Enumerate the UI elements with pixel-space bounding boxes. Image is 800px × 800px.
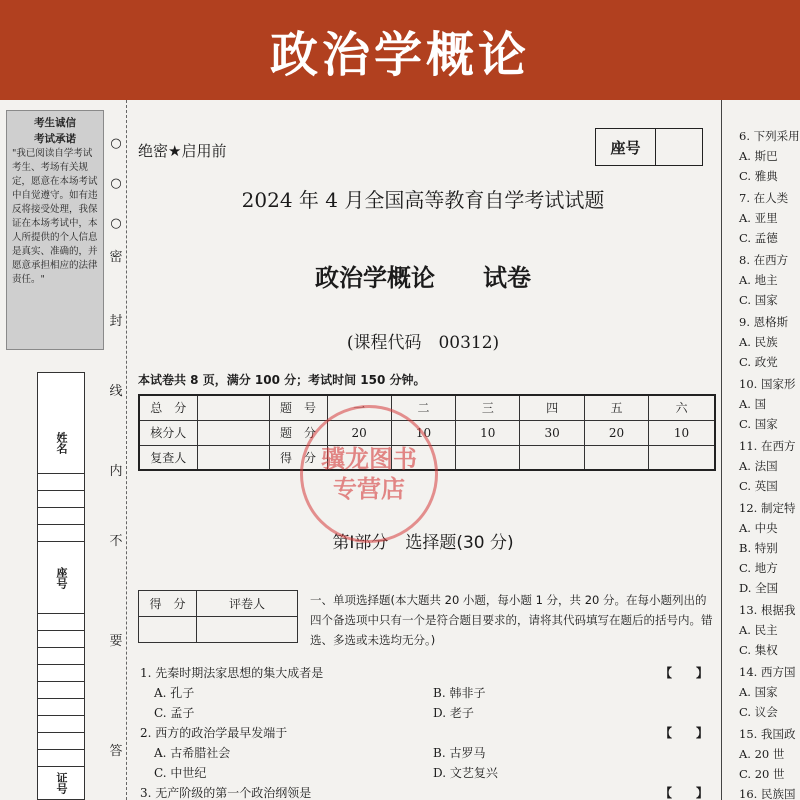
table-cell: 总 分 xyxy=(139,395,197,420)
right-line: A. 民族 xyxy=(739,335,778,349)
right-line: 8. 在西方 xyxy=(739,253,789,267)
table-row xyxy=(139,395,715,420)
right-line: C. 国家 xyxy=(739,293,778,307)
right-line: A. 国 xyxy=(739,397,767,411)
seat-cells xyxy=(38,613,84,767)
right-line: C. 英国 xyxy=(739,479,778,493)
right-line: C. 孟德 xyxy=(739,231,778,245)
option: D. 老子 xyxy=(433,706,474,720)
pledge-text: "我已阅读自学考试考生、考场有关规定，愿意在本场考试中自觉遵守。如有违反将接受处理，我保证在本场考试中，本人所提供的个人信息是真实、准确的，并愿意承担相应的法律责任。" xyxy=(12,148,98,285)
seal-char: 密 xyxy=(109,250,123,265)
binding-margin xyxy=(0,100,105,800)
table-cell xyxy=(584,445,648,470)
course-code: (课程代码 00312) xyxy=(346,333,500,353)
table-cell: 二 xyxy=(391,395,455,420)
seal-char: 答 xyxy=(109,744,123,759)
pledge-heading-2: 考试承诺 xyxy=(34,133,76,145)
right-line: 16. 民族国 xyxy=(739,787,796,800)
table-cell: 复查人 xyxy=(139,445,197,470)
table-cell: 三 xyxy=(456,395,520,420)
confidential-mark: 绝密★启用前 xyxy=(138,142,227,160)
option: A. 古希腊社会 xyxy=(154,746,231,760)
table-cell: 10 xyxy=(391,420,455,445)
answer-bracket: 【 】 xyxy=(660,786,709,800)
seat-number-box xyxy=(595,128,703,166)
seal-char: 不 xyxy=(109,534,123,549)
question-stem: 2. 西方的政治学最早发端于 xyxy=(140,726,288,740)
right-line: C. 地方 xyxy=(739,561,778,575)
table-cell: 10 xyxy=(649,420,715,445)
circle-icon: ○ xyxy=(110,216,122,231)
part-heading: 第Ⅰ部分 选择题(30 分) xyxy=(332,533,514,553)
seal-char: 要 xyxy=(109,634,123,649)
table-cell: 一 xyxy=(327,395,391,420)
right-line: A. 地主 xyxy=(739,273,778,287)
table-cell: 10 xyxy=(456,420,520,445)
exam-info: 本试卷共 8 页，满分 100 分；考试时间 150 分钟。 xyxy=(138,373,426,387)
banner-title: 政治学概论 xyxy=(269,26,530,83)
seal-char: 线 xyxy=(109,384,123,399)
right-line: A. 斯巴 xyxy=(739,149,778,163)
right-line: A. 法国 xyxy=(739,459,778,473)
table-row xyxy=(139,591,298,617)
option: C. 中世纪 xyxy=(154,766,207,780)
right-line: 13. 根据我 xyxy=(739,603,796,617)
option: B. 韩非子 xyxy=(433,686,486,700)
right-line: 15. 我国政 xyxy=(739,727,796,741)
grader-table xyxy=(138,590,298,643)
right-line: C. 议会 xyxy=(739,705,778,719)
option: D. 文艺复兴 xyxy=(433,766,498,780)
right-line: A. 亚里 xyxy=(739,211,778,225)
answer-bracket: 【 】 xyxy=(660,726,709,740)
table-cell: 30 xyxy=(520,420,584,445)
right-line: 12. 制定特 xyxy=(739,501,796,515)
table-cell: 题 分 xyxy=(269,420,327,445)
right-line: 9. 恩格斯 xyxy=(739,315,789,329)
right-line: 10. 国家形 xyxy=(739,377,796,391)
table-cell: 20 xyxy=(584,420,648,445)
option: B. 古罗马 xyxy=(433,746,486,760)
right-line: C. 集权 xyxy=(739,643,778,657)
column-divider xyxy=(721,100,722,800)
seat-label: 座号 xyxy=(55,567,68,589)
seal-dashed-line xyxy=(126,100,127,800)
subject-title: 政治学概论 试卷 xyxy=(315,264,531,292)
reviewer-label: 评卷人 xyxy=(197,591,298,617)
section-instructions: 一、单项选择题(本大题共 20 小题，每小题 1 分，共 20 分。在每小题列出的四个备选项中只有一个是符合题目要求的，请将其代码填写在题后的括号内。错选、多选或未选均无分。) xyxy=(310,593,713,647)
name-cells xyxy=(38,473,84,542)
cert-label: 证号 xyxy=(55,772,68,794)
question-stem: 3. 无产阶级的第一个政治纲领是 xyxy=(140,786,312,800)
table-cell: 五 xyxy=(584,395,648,420)
right-line: A. 国家 xyxy=(739,685,778,699)
seal-char: 封 xyxy=(109,314,123,329)
honesty-pledge-box xyxy=(6,110,104,350)
stamp-line-2: 专营店 xyxy=(333,475,405,503)
right-line: C. 20 世 xyxy=(739,767,785,781)
stamp-line-1: 骥龙图书 xyxy=(321,445,417,473)
table-cell xyxy=(649,445,715,470)
table-cell: 20 xyxy=(327,420,391,445)
right-line: C. 国家 xyxy=(739,417,778,431)
right-line: B. 特别 xyxy=(739,541,778,555)
table-cell xyxy=(520,445,584,470)
right-line: D. 全国 xyxy=(739,581,779,595)
table-cell xyxy=(139,617,197,643)
seat-number-label: 座号 xyxy=(596,129,656,165)
title-banner xyxy=(0,0,800,100)
question-stem: 1. 先秦时期法家思想的集大成者是 xyxy=(140,666,324,680)
circle-icon: ○ xyxy=(110,136,122,151)
next-page-column xyxy=(725,100,800,800)
right-line: 11. 在西方 xyxy=(739,439,796,453)
seal-char: 内 xyxy=(109,464,123,479)
table-cell xyxy=(197,420,269,445)
table-cell xyxy=(197,617,298,643)
answer-bracket: 【 】 xyxy=(660,666,709,680)
table-cell: 核分人 xyxy=(139,420,197,445)
shop-stamp xyxy=(300,405,438,543)
table-cell xyxy=(197,395,269,420)
right-line: 7. 在人类 xyxy=(739,191,789,205)
table-cell: 六 xyxy=(649,395,715,420)
seal-line-column xyxy=(105,130,127,800)
table-cell xyxy=(197,445,269,470)
right-line: 6. 下列采用 xyxy=(739,129,800,143)
right-line: 14. 西方国 xyxy=(739,665,796,679)
candidate-info-box xyxy=(37,372,85,800)
right-line: C. 雅典 xyxy=(739,169,778,183)
table-cell: 四 xyxy=(520,395,584,420)
table-row xyxy=(139,617,298,643)
score-label: 得 分 xyxy=(139,591,197,617)
table-cell xyxy=(456,445,520,470)
circle-icon: ○ xyxy=(110,176,122,191)
option: A. 孔子 xyxy=(154,686,195,700)
right-line: A. 民主 xyxy=(739,623,778,637)
name-label: 姓名 xyxy=(55,432,68,454)
right-line: A. 中央 xyxy=(739,521,778,535)
pledge-heading-1: 考生诚信 xyxy=(34,117,76,129)
table-cell: 题 号 xyxy=(269,395,327,420)
table-cell: 得 分 xyxy=(269,445,327,470)
right-line: A. 20 世 xyxy=(739,747,785,761)
right-line: C. 政党 xyxy=(739,355,778,369)
exam-title: 2024 年 4 月全国高等教育自学考试试题 xyxy=(241,188,605,212)
option: C. 孟子 xyxy=(154,706,195,720)
exam-paper xyxy=(0,100,800,800)
